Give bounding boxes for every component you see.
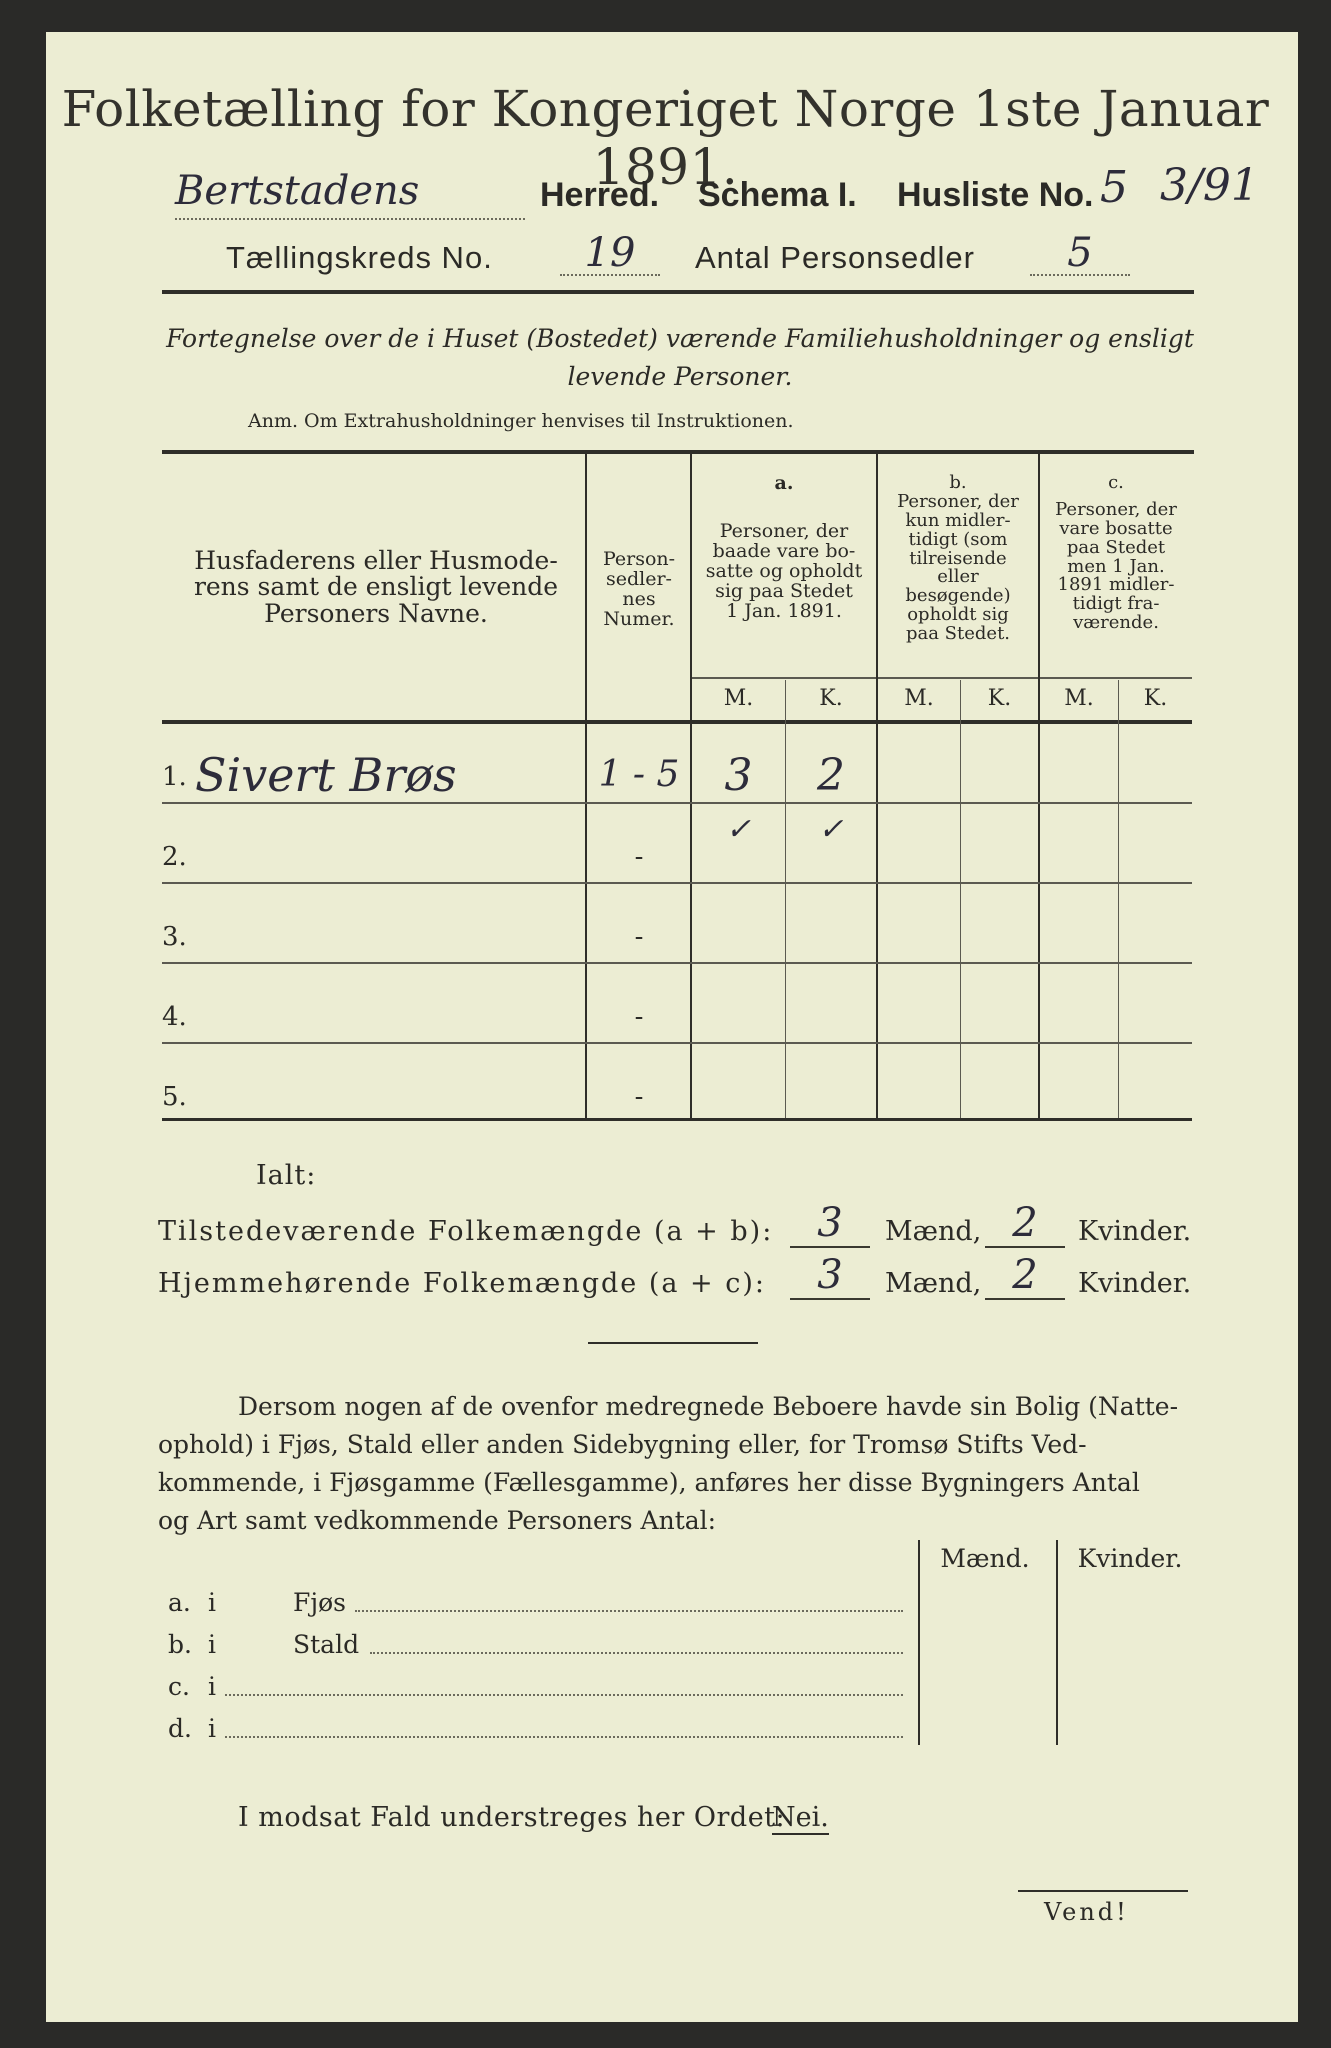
row-numer: -	[634, 922, 644, 952]
husliste-label: Husliste No.	[897, 176, 1094, 214]
row-numer: -	[634, 1082, 644, 1112]
husliste-extra: 3/91	[1160, 160, 1259, 211]
b-k-label: K.	[987, 686, 1012, 711]
row-number: 2.	[162, 842, 187, 872]
b-m-label: M.	[904, 686, 934, 711]
tilstede-maend-value: 3	[790, 1200, 870, 1248]
row-number: 5.	[162, 1082, 187, 1112]
buildings-dotted-line	[355, 1608, 903, 1612]
ialt-label: Ialt:	[256, 1160, 317, 1191]
vend-text: Vend!	[1044, 1898, 1129, 1926]
buildings-label: Stald	[293, 1630, 360, 1659]
buildings-dotted-line	[370, 1650, 903, 1654]
form-title: Folketælling for Kongeriget Norge 1ste Januar 1891.	[61, 80, 1270, 196]
header-rule	[162, 290, 1194, 294]
col-header-c: c. Personer, der vare bosatte paa Stedet men 1 Jan. 1891 midler- tidigt fra- værende.	[1055, 472, 1177, 634]
row-a-m: 3	[724, 750, 753, 801]
col-header-a: a. Personer, der baade vare bo- satte og opholdt sig paa Stedet 1 Jan. 1891.	[705, 472, 863, 622]
a-m-label: M.	[723, 686, 754, 711]
tilstede-label: Tilstedeværende Folkemængde (a + b):	[158, 1216, 774, 1247]
para-line-2: ophold) i Fjøs, Stald eller anden Sidebygning eller, for Tromsø Stifts Ved-	[158, 1430, 1087, 1459]
para-line-1: Dersom nogen af de ovenfor medregnede Beboere havde sin Bolig (Natte-	[238, 1392, 1179, 1421]
mk-divider-a	[785, 680, 786, 1118]
kreds-value: 19	[560, 230, 660, 276]
para-line-4: og Art samt vedkommende Personers Antal:	[158, 1506, 717, 1535]
row-numer: -	[634, 842, 644, 872]
buildings-maend-header: Mænd.	[940, 1544, 1030, 1573]
mk-rule	[692, 677, 1192, 679]
c-m-label: M.	[1064, 686, 1094, 711]
tilstede-kvinder-label: Kvinder.	[1078, 1216, 1192, 1247]
hjemme-kvinder-value: 2	[985, 1252, 1065, 1300]
husliste-value: 5	[1100, 162, 1128, 213]
vend-rule	[1018, 1890, 1188, 1892]
intro-line-1: Fortegnelse over de i Huset (Bostedet) værende Familiehusholdninger og ensligt	[166, 324, 1194, 353]
antal-label: Antal Personsedler	[695, 240, 975, 275]
row-rule-4	[162, 1042, 1192, 1044]
a-k-label: K.	[819, 686, 843, 711]
antal-value: 5	[1030, 230, 1130, 276]
row-rule-1	[162, 802, 1192, 804]
buildings-divider-2	[1056, 1540, 1058, 1745]
row-a-k: 2	[817, 750, 845, 801]
row-number: 3.	[162, 922, 187, 952]
row-number: 1.	[162, 762, 187, 792]
buildings-kvinder-header: Kvinder.	[1077, 1544, 1183, 1573]
hjemme-label: Hjemmehørende Folkemængde (a + c):	[158, 1268, 766, 1299]
buildings-label: Fjøs	[293, 1588, 346, 1617]
herred-label: Herred.	[540, 176, 660, 214]
nei-word: Nei.	[772, 1802, 829, 1833]
col-divider-name	[585, 452, 587, 1118]
buildings-i: i	[208, 1588, 216, 1617]
row-a-m: ✓	[725, 812, 752, 847]
tilstede-kvinder-value: 2	[985, 1200, 1065, 1248]
section-divider	[588, 1342, 758, 1344]
row-a-k: ✓	[818, 812, 844, 847]
row-numer: 1 - 5	[598, 754, 680, 795]
buildings-divider-1	[918, 1540, 920, 1745]
hjemme-maend-value: 3	[790, 1252, 870, 1300]
row-numer: -	[634, 1002, 644, 1032]
col-header-numer: Person- sedler- nes Numer.	[602, 548, 676, 630]
buildings-dotted-line	[225, 1692, 903, 1696]
col-header-name: Husfaderens eller Husmode- rens samt de ensligt levende Personers Navne.	[193, 546, 559, 628]
buildings-dotted-line	[225, 1734, 903, 1738]
hjemme-kvinder-label: Kvinder.	[1078, 1268, 1192, 1299]
row-rule-3	[162, 962, 1192, 964]
anm-note: Anm. Om Extrahusholdninger henvises til Instruktionen.	[248, 410, 794, 432]
row-name: Sivert Brøs	[195, 748, 457, 802]
buildings-i: i	[208, 1630, 216, 1659]
modsat-text: I modsat Fald understreges her Ordet:	[238, 1802, 786, 1833]
mk-divider-c	[1118, 680, 1119, 1118]
mk-divider-b	[960, 680, 961, 1118]
buildings-letter: a.	[168, 1588, 191, 1617]
kreds-label: Tællingskreds No.	[226, 240, 493, 275]
intro-line-2: levende Personer.	[567, 362, 793, 391]
hjemme-maend-label: Mænd,	[885, 1268, 982, 1299]
buildings-letter: c.	[168, 1672, 190, 1701]
table-bottom-rule	[162, 1118, 1192, 1121]
herred-value: Bertstadens	[175, 168, 525, 220]
para-line-3: kommende, i Fjøsgamme (Fællesgamme), anføres her disse Bygningers Antal	[158, 1468, 1140, 1497]
row-number: 4.	[162, 1002, 187, 1032]
buildings-i: i	[208, 1714, 216, 1743]
tilstede-maend-label: Mænd,	[885, 1216, 982, 1247]
buildings-letter: d.	[168, 1714, 192, 1743]
buildings-i: i	[208, 1672, 216, 1701]
col-header-b: b. Personer, der kun midler- tidigt (som tilreisende eller besøgende) opholdt sig paa Stedet.	[897, 472, 1019, 645]
schema-label: Schema I.	[698, 176, 857, 214]
row-rule-2	[162, 882, 1192, 884]
buildings-letter: b.	[168, 1630, 192, 1659]
c-k-label: K.	[1143, 686, 1168, 711]
